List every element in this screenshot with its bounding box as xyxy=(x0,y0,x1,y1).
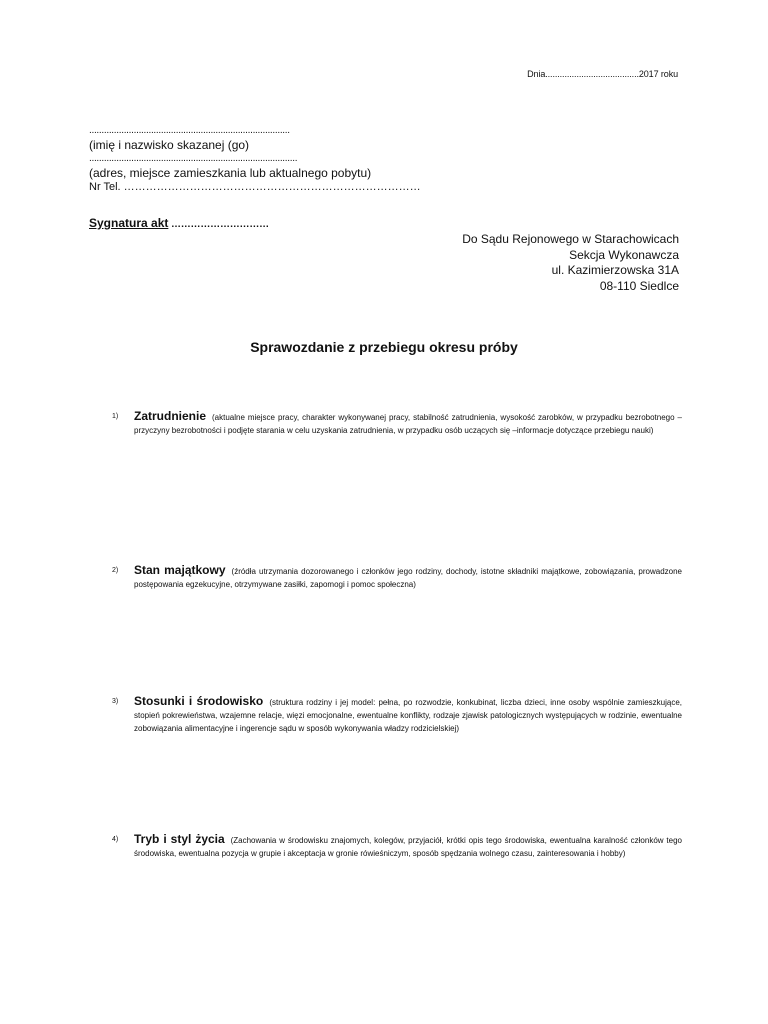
case-signature-label: Sygnatura akt xyxy=(89,216,169,230)
section-heading: Stan majątkowy xyxy=(134,563,226,577)
recipient-line-4: 08-110 Siedlce xyxy=(599,278,679,293)
name-dots: ................................................................................. xyxy=(89,125,290,136)
section-heading: Zatrudnienie xyxy=(134,409,207,423)
section-number: 2) xyxy=(112,567,119,574)
section-number: 1) xyxy=(112,413,119,420)
section-number: 4) xyxy=(112,836,119,843)
sender-block xyxy=(89,124,421,194)
section-relations-environment xyxy=(112,695,682,735)
section-employment xyxy=(112,410,682,437)
case-signature xyxy=(89,216,269,230)
section-description: (struktura rodziny i jej model: pełna, po rozwodzie, konkubinat, liczba dzieci, inne osoby wspólnie zamieszkujące, stopień pokrewieństwa, wzajemne relacje, więzi emocjonalne, ewentualne konflikty, rodzaje zjawisk patologicznych występujących w rodzinie, ewentualne zobowiązania alimentacyjne i ingerencje sądu w sposób wykonywania władzy rodzicielskiej) xyxy=(134,698,682,733)
section-heading: Stosunki i środowisko xyxy=(134,694,264,708)
section-body xyxy=(134,410,682,437)
date-line: Dnia.......................................2017 roku xyxy=(527,69,678,79)
case-signature-dots: ………………………… xyxy=(168,219,269,230)
section-description: (aktualne miejsce pracy, charakter wykonywanej pracy, stabilność zatrudnienia, wysokość zarobków, w przypadku bezrobotnego – przyczyny bezrobotności i podjęte starania w celu uzyskania zatrudnienia, w przypadku osób uczących się –informacje dotyczące przebiegu nauki) xyxy=(134,413,682,435)
section-body xyxy=(134,833,682,860)
document-title: Sprawozdanie z przebiegu okresu próby xyxy=(250,339,518,355)
phone-line: Nr Tel. ……………………………………………………………………… xyxy=(89,181,421,193)
section-description: (źródła utrzymania dozorowanego i członków jego rodziny, dochody, istotne składniki majątkowe, zobowiązania, prowadzone postępowania egzekucyjne, otrzymywane zasiłki, zapomogi i pomoc społeczna) xyxy=(134,567,682,589)
recipient-line-1: Do Sądu Rejonowego w Starachowicach xyxy=(462,232,679,246)
section-lifestyle xyxy=(112,833,682,860)
name-label: (imię i nazwisko skazanej (go) xyxy=(89,138,250,152)
section-body xyxy=(134,564,682,591)
address-label: (adres, miejsce zamieszkania lub aktualnego pobytu) xyxy=(89,166,372,180)
recipient-block xyxy=(462,232,679,294)
address-dots: .................................................................................... xyxy=(89,153,298,164)
section-body xyxy=(134,695,682,735)
section-heading: Tryb i styl życia xyxy=(134,832,225,846)
recipient-line-3: ul. Kazimierzowska 31A xyxy=(551,263,679,277)
recipient-line-2: Sekcja Wykonawcza xyxy=(569,247,679,262)
section-description: (Zachowania w środowisku znajomych, kolegów, przyjaciół, krótki opis tego środowiska, ewentualna karalność członków tego środowiska, ewentualna pozycja w grupie i akceptacja w gronie rówieśniczym, sposób spędzania wolnego czasu, zainteresowania i hobby) xyxy=(134,836,682,858)
section-number: 3) xyxy=(112,698,119,705)
section-financial-status xyxy=(112,564,682,591)
